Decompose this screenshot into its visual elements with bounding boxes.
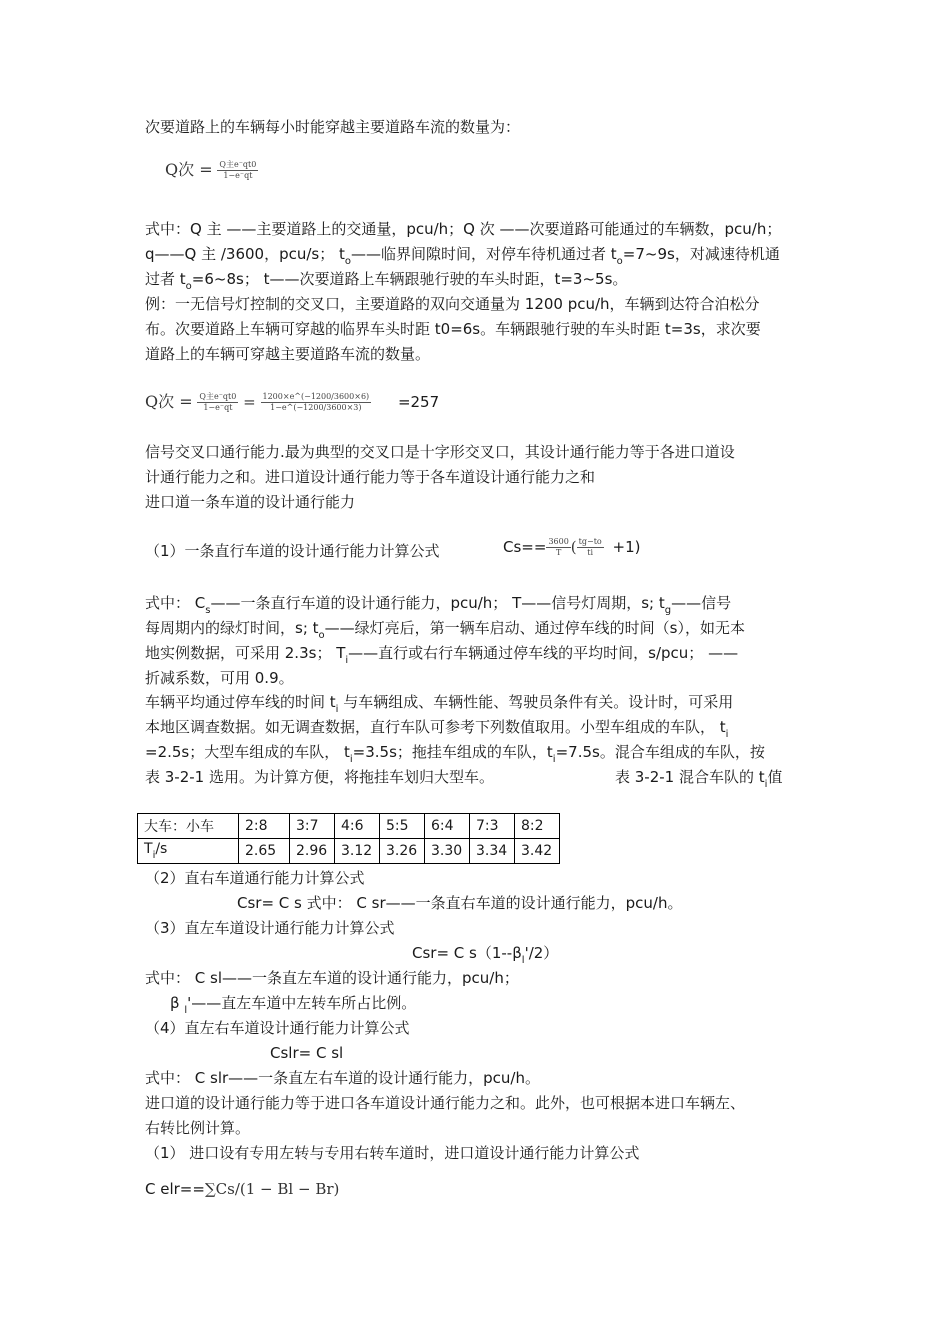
paragraph-line	[145, 717, 728, 745]
table-cell: 2.96	[290, 839, 335, 864]
formula-numerator: Q主e⁻qt0	[219, 160, 257, 169]
formula-denominator: ti	[587, 548, 594, 557]
formula-line	[412, 943, 558, 971]
table-row	[138, 839, 560, 864]
paragraph: 信号交叉口通行能力.最为典型的交叉口是十字形交叉口，其设计通行能力等于各进口道设	[145, 443, 735, 461]
section-heading: （1）一条直行车道的设计通行能力计算公式	[145, 542, 440, 560]
table-cell: 3:7	[290, 814, 335, 839]
paragraph: 进口道的设计通行能力等于进口各车道设计通行能力之和。此外，也可根据本进口车辆左、	[145, 1094, 746, 1112]
subscript: i	[335, 704, 339, 715]
formula-denominator: 1−e^(−1200/3600×3)	[270, 403, 362, 412]
example-line: 布。次要道路上车辆可穿越的临界车头时距 t0=6s。车辆跟驰行驶的车头时距 t=3s，求次要	[145, 320, 761, 338]
definition-line	[145, 244, 780, 272]
subscript: i	[349, 754, 353, 765]
text: =2.5s；大型车组成的车队， t	[145, 743, 350, 761]
table-cell: 3.34	[470, 839, 515, 864]
text: =7.5s。混合车组成的车队，按	[555, 743, 765, 761]
subscript: i	[552, 754, 556, 765]
formula-numerator: Q主e⁻qt0	[199, 392, 237, 401]
paragraph: 右转比例计算。	[145, 1119, 251, 1137]
text: C elr==	[145, 1180, 205, 1198]
subscript: o	[185, 281, 192, 292]
formula-denominator: T	[555, 548, 562, 557]
text: '——直左车道中左转车所占比例。	[187, 994, 417, 1012]
table-cell: 2.65	[239, 839, 290, 864]
subscript: i	[345, 655, 349, 666]
subscript: s	[205, 605, 211, 616]
text: q——Q 主 /3600，pcu/s； t	[145, 245, 345, 263]
subscript: o	[318, 630, 325, 641]
table-cell: 3.26	[380, 839, 425, 864]
text: 每周期内的绿灯时间，s; t	[145, 619, 319, 637]
formula-lhs: Cs==	[503, 538, 547, 556]
text: /s	[155, 841, 168, 857]
formula-result: =257	[397, 393, 440, 411]
example-line: 例：一无信号灯控制的交叉口，主要道路的双向交通量为 1200 pcu/h，车辆到达符合泊松分	[145, 295, 760, 313]
text: 与车辆组成、车辆性能、驾驶员条件有关。设计时，可采用	[343, 693, 734, 711]
definition-line	[145, 618, 745, 646]
formula-lhs: Q次 =	[165, 160, 213, 179]
section-heading: （1） 进口设有专用左转与专用右转车道时，进口道设计通行能力计算公式	[145, 1144, 640, 1162]
example-line: 道路上的车辆可穿越主要道路车流的数量。	[145, 345, 431, 363]
text: 地实例数据，可采用 2.3s； T	[145, 644, 346, 662]
subscript: o	[616, 256, 623, 267]
formula-q-minor	[165, 160, 258, 181]
text: 车辆平均通过停车线的时间 t	[145, 693, 336, 711]
subscript: i	[152, 850, 156, 861]
text: Csr= C s（1--β	[412, 944, 522, 962]
formula-numerator: 1200×e^(−1200/3600×6)	[262, 392, 370, 401]
paragraph: 计通行能力之和。进口道设计通行能力等于各车道设计通行能力之和	[145, 468, 596, 486]
text: 表 3-2-1 混合车队的 t	[615, 768, 765, 786]
paragraph-line	[145, 692, 733, 720]
text: =6~8s； t——次要道路上车辆跟驰行驶的车头时距，t=3~5s。	[191, 270, 628, 288]
formula-numerator: 3600	[548, 537, 569, 546]
text: 过者 t	[145, 270, 186, 288]
text: ——一条直行车道的设计通行能力，pcu/h； T——信号灯周期，s; t	[210, 594, 665, 612]
definition-line	[145, 269, 627, 297]
section-heading: （4）直左右车道设计通行能力计算公式	[145, 1019, 410, 1037]
subscript: i	[764, 779, 768, 790]
paragraph: 进口道一条车道的设计通行能力	[145, 493, 356, 511]
table-cell: 6:4	[425, 814, 470, 839]
table-cell: 7:3	[470, 814, 515, 839]
subscript: g	[664, 605, 672, 616]
text: 值	[767, 768, 783, 786]
table-row	[138, 814, 560, 839]
table-cell: 2:8	[239, 814, 290, 839]
table-header-cell	[138, 839, 239, 864]
table-caption	[615, 767, 782, 795]
text: β	[170, 994, 180, 1012]
subscript: i	[725, 729, 729, 740]
definition-line: 式中： C sl——一条直左车道的设计通行能力，pcu/h；	[145, 969, 519, 987]
text: 本地区调查数据。如无调查数据，直行车队可参考下列数值取用。小型车组成的车队， t	[145, 718, 726, 736]
formula-expression: ∑Cs/(1 − Bl − Br)	[204, 1180, 340, 1198]
formula-line	[145, 1179, 339, 1199]
text: ——信号	[671, 594, 732, 612]
formula-denominator: 1−e⁻qt	[223, 171, 253, 180]
section-heading: （2）直右车道通行能力计算公式	[145, 869, 365, 887]
paragraph-line	[145, 767, 494, 787]
formula-line: Cslr= C sl	[270, 1044, 344, 1062]
text: =3.5s；拖挂车组成的车队，t	[352, 743, 553, 761]
definition-line	[170, 993, 416, 1021]
table-cell: 8:2	[515, 814, 560, 839]
subscript: l	[184, 1005, 188, 1016]
formula-numerator: tg−to	[578, 537, 602, 546]
section-heading: （3）直左车道设计通行能力计算公式	[145, 919, 395, 937]
definition-line: 式中：Q 主 ——主要道路上的交通量，pcu/h；Q 次 ——次要道路可能通过的车辆数，pcu/h；	[145, 220, 782, 238]
definition-line: 式中： C slr——一条直左右车道的设计通行能力，pcu/h。	[145, 1069, 540, 1087]
text: =7~9s，对减速待机通	[622, 245, 780, 263]
text: '/2）	[524, 944, 559, 962]
text: T	[144, 841, 153, 857]
text: 式中： C	[145, 594, 206, 612]
subscript: o	[344, 256, 352, 267]
formula-example: Q次 = $\frac{\text{Q主e⁻qt0}}{1-e^-qt}$ = $\frac{1200\times e\^{}(-1200/3600\times 6)}{1-e\^{}(-1200/3600\times 3)}$ =257	[145, 392, 440, 412]
table-cell: 3.30	[425, 839, 470, 864]
text: ——绿灯亮后，第一辆车启动、通过停车线的时间（s），如无本	[324, 619, 745, 637]
text: ——直行或右行车辆通过停车线的平均时间，s/pcu； ——	[348, 644, 739, 662]
table-cell: 4:6	[335, 814, 380, 839]
definition-line	[145, 643, 738, 671]
text: 表 3-2-1 选用。为计算方便，将拖挂车划归大型车。	[145, 768, 494, 786]
paragraph: 次要道路上的车辆每小时能穿越主要道路车流的数量为：	[145, 118, 521, 136]
paragraph-line	[145, 742, 765, 770]
text: ——临界间隙时间，对停车待机通过者 t	[351, 245, 617, 263]
formula-line: Csr= C s 式中： C sr——一条直右车道的设计通行能力，pcu/h。	[237, 894, 683, 912]
table-cell: 3.12	[335, 839, 380, 864]
table-cell: 3.42	[515, 839, 560, 864]
formula-tail: +1)	[612, 538, 641, 556]
subscript: l	[521, 955, 525, 966]
formula-cs: Cs== $\frac{3600}{T}$ ( $\frac{tg-to}{ti}$ +1)	[503, 537, 641, 557]
mixed-fleet-table	[137, 813, 560, 864]
definition-line: 折减系数，可用 0.9。	[145, 669, 294, 687]
table-cell: 5:5	[380, 814, 425, 839]
formula-denominator: 1−e⁻qt	[203, 403, 233, 412]
definition-line	[145, 593, 731, 621]
table-header-cell: 大车：小车	[138, 814, 239, 839]
formula-lhs: Q次 =	[145, 392, 193, 411]
